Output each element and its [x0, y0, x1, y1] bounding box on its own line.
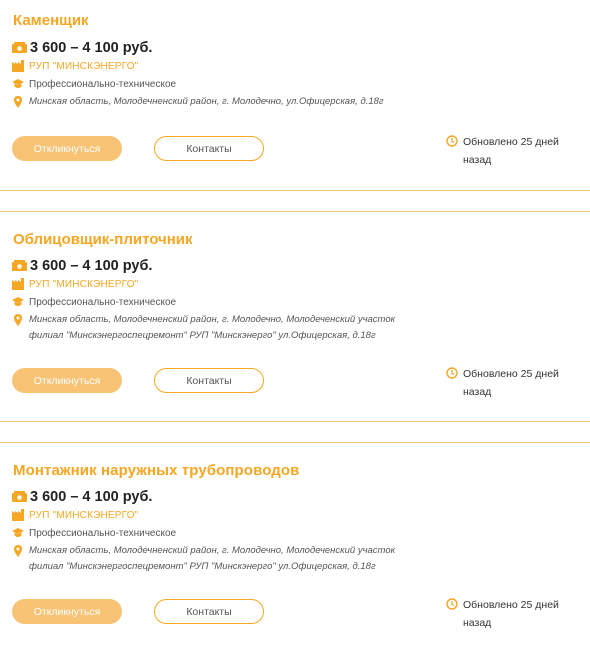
- card-divider: [0, 190, 590, 191]
- clock-icon: [446, 598, 458, 610]
- education-icon: [12, 78, 24, 90]
- apply-button[interactable]: Откликнуться: [12, 368, 122, 393]
- updated-info: [446, 133, 573, 169]
- salary-row: [12, 489, 152, 505]
- company-name[interactable]: РУП "МИНСКЭНЕРГО": [29, 278, 139, 290]
- clock-icon: [446, 367, 458, 379]
- vacancy-card: [0, 211, 590, 442]
- address-line: Минская область, Молодечненский район, г. Молодечно, Молодеченский участок: [29, 545, 396, 556]
- education-level: Профессионально-техническое: [29, 527, 177, 539]
- money-icon: [12, 491, 27, 503]
- clock-icon: [446, 135, 458, 147]
- contacts-button[interactable]: Контакты: [154, 136, 264, 161]
- updated-text: Обновлено 25 дней назад: [463, 599, 559, 629]
- address-line: Минская область, Молодечненский район, г. Молодечно, ул.Офицерская, д.18г: [29, 96, 384, 107]
- card-divider: [0, 421, 590, 422]
- vacancy-title[interactable]: Облицовщик-плиточник: [13, 231, 193, 248]
- salary-row: [12, 40, 152, 56]
- company-icon: [12, 278, 24, 290]
- updated-info: [446, 596, 573, 632]
- location-icon: [12, 96, 24, 108]
- address-row: [12, 312, 395, 344]
- vacancy-card: [0, 442, 590, 647]
- education-row: [12, 78, 176, 90]
- updated-info: [446, 365, 573, 401]
- address-line: Минская область, Молодечненский район, г. Молодечно, Молодеченский участок: [29, 314, 396, 325]
- money-icon: [12, 260, 27, 272]
- money-icon: [12, 42, 27, 54]
- vacancy-title[interactable]: Монтажник наружных трубопроводов: [13, 462, 300, 479]
- updated-text: Обновлено 25 дней назад: [463, 136, 559, 166]
- education-icon: [12, 296, 24, 308]
- education-level: Профессионально-техническое: [29, 296, 177, 308]
- location-icon: [12, 545, 24, 557]
- address-line: филиал "Минскэнергоспецремонт" РУП "Минскэнерго" ул.Офицерская, д.18г: [29, 561, 376, 572]
- salary: 3 600 – 4 100 руб.: [30, 40, 153, 56]
- address-row: [12, 543, 395, 575]
- address-line: филиал "Минскэнергоспецремонт" РУП "Минскэнерго" ул.Офицерская, д.18г: [29, 330, 376, 341]
- company-icon: [12, 509, 24, 521]
- company-row: [12, 509, 138, 521]
- salary-row: [12, 258, 152, 274]
- apply-button[interactable]: Откликнуться: [12, 599, 122, 624]
- salary: 3 600 – 4 100 руб.: [30, 489, 153, 505]
- education-row: [12, 527, 176, 539]
- education-row: [12, 296, 176, 308]
- contacts-button[interactable]: Контакты: [154, 368, 264, 393]
- contacts-button[interactable]: Контакты: [154, 599, 264, 624]
- updated-text: Обновлено 25 дней назад: [463, 368, 559, 398]
- salary: 3 600 – 4 100 руб.: [30, 258, 153, 274]
- company-name[interactable]: РУП "МИНСКЭНЕРГО": [29, 60, 139, 72]
- vacancy-card: [0, 0, 590, 190]
- company-name[interactable]: РУП "МИНСКЭНЕРГО": [29, 509, 139, 521]
- company-icon: [12, 60, 24, 72]
- company-row: [12, 278, 138, 290]
- education-icon: [12, 527, 24, 539]
- apply-button[interactable]: Откликнуться: [12, 136, 122, 161]
- company-row: [12, 60, 138, 72]
- vacancy-title[interactable]: Каменщик: [13, 12, 89, 29]
- location-icon: [12, 314, 24, 326]
- address-row: [12, 94, 384, 110]
- education-level: Профессионально-техническое: [29, 78, 177, 90]
